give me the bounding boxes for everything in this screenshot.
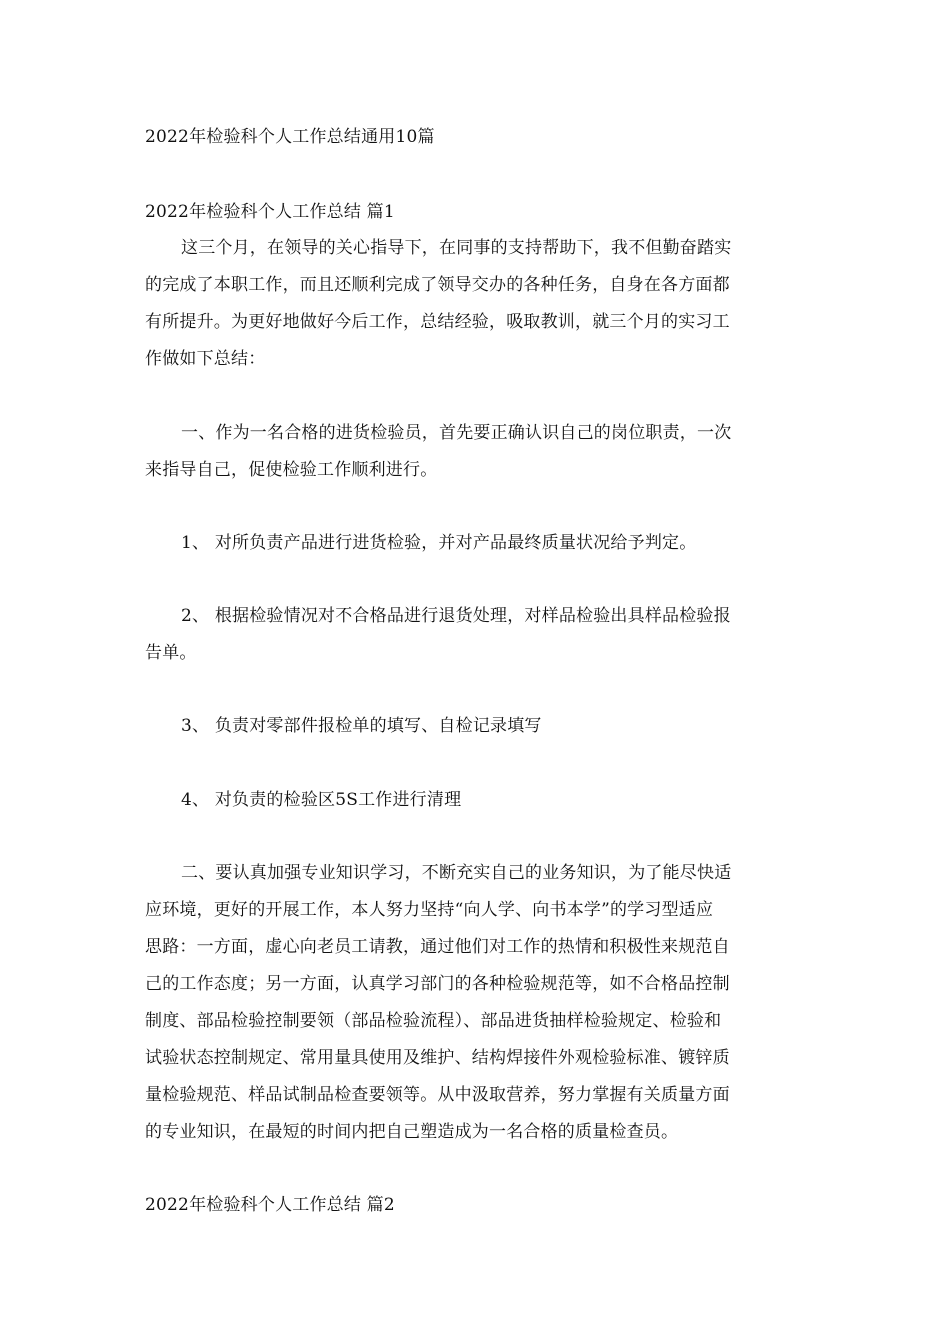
paragraph-line: 的专业知识，在最短的时间内把自己塑造成为一名合格的质量检查员。 [145,1122,679,1142]
list-item: 4、 对负责的检验区5S工作进行清理 [181,790,462,810]
paragraph-line: 应环境，更好的开展工作，本人努力坚持“向人学、向书本学”的学习型适应 [145,900,714,920]
section-heading-2: 2022年检验科个人工作总结 篇2 [145,1195,395,1215]
paragraph-line: 作做如下总结： [145,349,266,369]
paragraph-line: 的完成了本职工作，而且还顺利完成了领导交办的各种任务，自身在各方面都 [145,275,730,295]
paragraph-line: 制度、部品检验控制要领（部品检验流程）、部品进货抽样检验规定、检验和 [145,1011,722,1031]
paragraph-line: 量检验规范、样品试制品检查要领等。从中汲取营养，努力掌握有关质量方面 [145,1085,730,1105]
list-item: 2、 根据检验情况对不合格品进行退货处理，对样品检验出具样品检验报 [181,606,731,626]
list-item: 1、 对所负责产品进行进货检验，并对产品最终质量状况给予判定。 [181,533,697,553]
list-item: 3、 负责对零部件报检单的填写、自检记录填写 [181,716,542,736]
paragraph-line: 己的工作态度；另一方面，认真学习部门的各种检验规范等，如不合格品控制 [145,974,730,994]
document-title: 2022年检验科个人工作总结通用10篇 [145,127,435,147]
paragraph-line: 思路：一方面，虚心向老员工请教，通过他们对工作的热情和积极性来规范自 [145,937,730,957]
section-heading-1: 2022年检验科个人工作总结 篇1 [145,202,395,222]
paragraph-line: 有所提升。为更好地做好今后工作，总结经验，吸取教训，就三个月的实习工 [145,312,730,332]
list-item-continuation: 告单。 [145,643,197,663]
paragraph-line: 这三个月，在领导的关心指导下，在同事的支持帮助下，我不但勤奋踏实 [181,238,732,258]
paragraph-line: 一、作为一名合格的进货检验员，首先要正确认识自己的岗位职责，一次 [181,423,732,443]
paragraph-line: 来指导自己，促使检验工作顺利进行。 [145,460,438,480]
paragraph-line: 试验状态控制规定、常用量具使用及维护、结构焊接件外观检验标准、镀锌质 [145,1048,730,1068]
paragraph-line: 二、要认真加强专业知识学习，不断充实自己的业务知识，为了能尽快适 [181,863,732,883]
